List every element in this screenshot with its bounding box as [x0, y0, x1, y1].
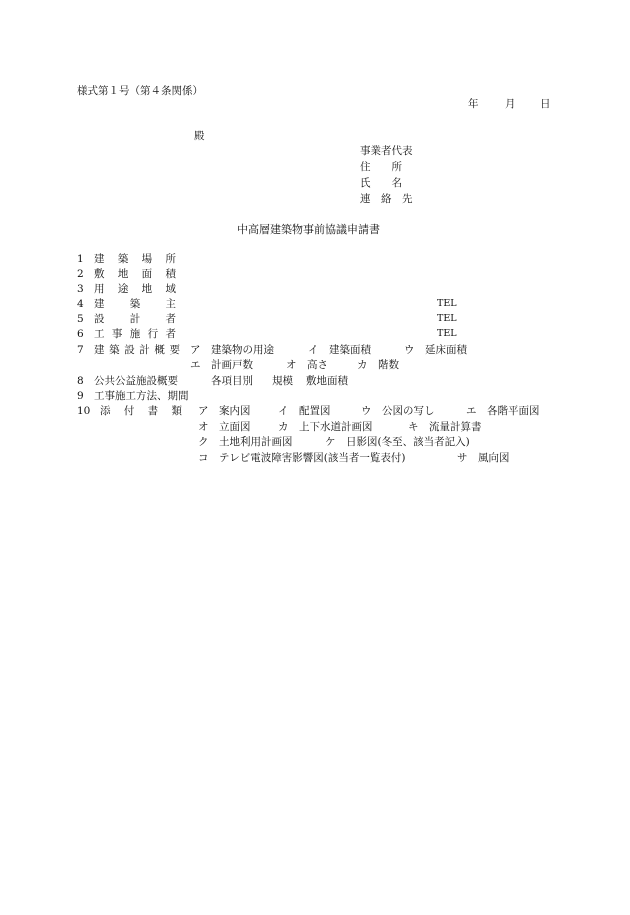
- attachment-guide-map: ア 案内図: [198, 405, 251, 417]
- item-label: 建築設計概要: [94, 344, 180, 356]
- attachment-shadow-diagram: ケ 日影図(冬至、該当者記入): [325, 436, 470, 448]
- attachment-tv-interference-map: コ テレビ電波障害影響図(該当者一覧表付): [198, 452, 406, 464]
- facility-scale: 規模: [272, 375, 293, 387]
- item-label: 公共公益施設概要: [94, 375, 178, 387]
- item-label: 建築場所: [94, 253, 176, 265]
- tel-label: TEL: [437, 313, 457, 324]
- item-number: 9: [77, 390, 84, 402]
- attachment-elevation: オ 立面図: [198, 421, 251, 433]
- attachment-land-use-plan: ク 土地利用計画図: [198, 436, 293, 448]
- attachment-floor-plans: エ 各階平面図: [466, 405, 540, 417]
- item-number: 7: [77, 344, 84, 356]
- item-label: 工事施行者: [94, 328, 176, 340]
- item-number: 4: [77, 298, 84, 310]
- item-number: 8: [77, 375, 84, 387]
- design-unit-count: エ 計画戸数: [190, 359, 253, 371]
- date-day: 日: [540, 98, 551, 110]
- document-title: 中高層建築物事前協議申請書: [237, 223, 380, 236]
- attachment-water-sewer-plan: カ 上下水道計画図: [278, 421, 373, 433]
- design-building-area: イ 建築面積: [308, 344, 371, 356]
- design-total-floor-area: ウ 延床面積: [404, 344, 467, 356]
- attachment-layout-plan: イ 配置図: [278, 405, 331, 417]
- item-label: 添付書類: [100, 405, 182, 417]
- design-height: オ 高さ: [286, 359, 328, 371]
- item-label: 設計者: [94, 313, 176, 325]
- item-label: 用途地域: [94, 283, 176, 295]
- applicant-name-label: 氏 名: [360, 177, 402, 189]
- item-number: 1: [77, 253, 84, 265]
- form-label: 様式第１号（第４条関係）: [77, 85, 203, 97]
- item-label: 敷地面積: [94, 268, 176, 280]
- item-number: 5: [77, 313, 84, 325]
- applicant-contact-label: 連 絡 先: [360, 193, 413, 205]
- item-number: 2: [77, 268, 84, 280]
- attachment-cadastral-map-copy: ウ 公図の写し: [361, 405, 435, 417]
- facility-by-item: 各項目別: [211, 375, 253, 387]
- facility-site-area: 敷地面積: [306, 375, 348, 387]
- design-floors: カ 階数: [357, 359, 399, 371]
- item-label: 工事施工方法、期間: [94, 390, 189, 402]
- date-year: 年: [468, 98, 479, 110]
- attachment-wind-direction-map: サ 風向図: [457, 452, 510, 464]
- item-number: 6: [77, 328, 84, 340]
- item-number: 10: [77, 405, 91, 417]
- item-number: 3: [77, 283, 84, 295]
- tel-label: TEL: [437, 328, 457, 339]
- addressee-suffix: 殿: [194, 130, 205, 142]
- attachment-flow-calculation: キ 流量計算書: [408, 421, 482, 433]
- date-month: 月: [505, 98, 516, 110]
- design-use: ア 建築物の用途: [190, 344, 274, 356]
- tel-label: TEL: [437, 298, 457, 309]
- item-label: 建築主: [94, 298, 176, 310]
- applicant-heading: 事業者代表: [360, 145, 413, 157]
- applicant-address-label: 住 所: [360, 161, 402, 173]
